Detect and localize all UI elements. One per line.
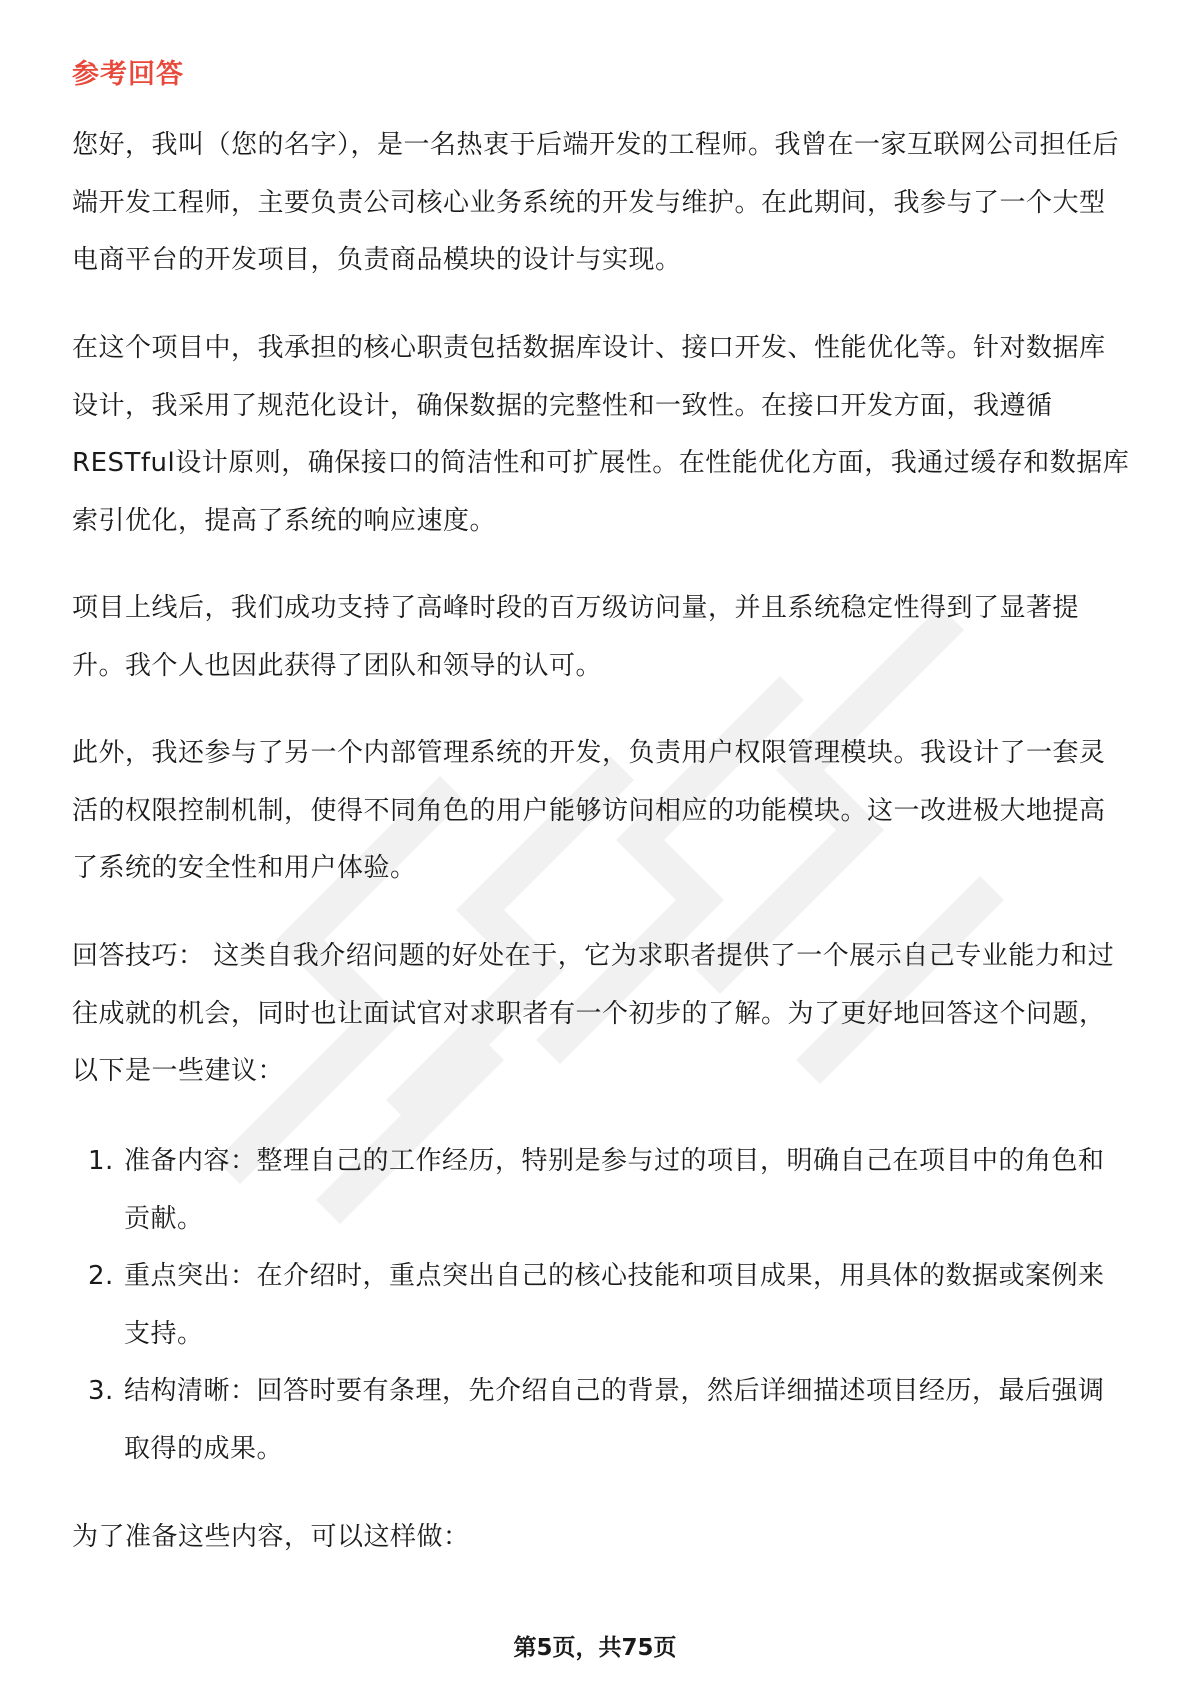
list-item-text: 准备内容：整理自己的工作经历，特别是参与过的项目，明确自己在项目中的角色和贡献。 [124,1146,1105,1234]
list-item-number: 3. [88,1376,114,1406]
answer-paragraph-4: 此外，我还参与了另一个内部管理系统的开发，负责用户权限管理模块。我设计了一套灵活的权限控制机制，使得不同角色的用户能够访问相应的功能模块。这一改进极大地提高了系统的安全性和用户体验。 [72,738,1106,883]
list-item [72,1363,1130,1478]
list-item-text: 结构清晰：回答时要有条理，先介绍自己的背景，然后详细描述项目经历，最后强调取得的成果。 [124,1376,1105,1464]
closing-paragraph: 为了准备这些内容，可以这样做： [72,1522,470,1552]
answer-paragraph-2: 在这个项目中，我承担的核心职责包括数据库设计、接口开发、性能优化等。针对数据库设计，我采用了规范化设计，确保数据的完整性和一致性。在接口开发方面，我遵循RESTful设计原则，确保接口的简洁性和可扩展性。在性能优化方面，我通过缓存和数据库索引优化，提高了系统的响应速度。 [72,333,1130,536]
list-item [72,1248,1130,1363]
answer-paragraph-1: 您好，我叫（您的名字），是一名热衷于后端开发的工程师。我曾在一家互联网公司担任后端开发工程师，主要负责公司核心业务系统的开发与维护。在此期间，我参与了一个大型电商平台的开发项目，负责商品模块的设计与实现。 [72,130,1120,275]
tips-list [72,1133,1130,1478]
list-item-text: 重点突出：在介绍时，重点突出自己的核心技能和项目成果，用具体的数据或案例来支持。 [124,1261,1105,1349]
tips-paragraph: 回答技巧： 这类自我介绍问题的好处在于，它为求职者提供了一个展示自己专业能力和过往成就的机会，同时也让面试官对求职者有一个初步的了解。为了更好地回答这个问题，以下是一些建议： [72,941,1115,1086]
list-item [72,1133,1130,1248]
section-title: 参考回答 [72,59,184,90]
list-item-number: 1. [88,1146,114,1176]
page-footer: 第5页，共75页 [513,1635,677,1661]
answer-paragraph-3: 项目上线后，我们成功支持了高峰时段的百万级访问量，并且系统稳定性得到了显著提升。我个人也因此获得了团队和领导的认可。 [72,593,1080,681]
list-item-number: 2. [88,1261,114,1291]
